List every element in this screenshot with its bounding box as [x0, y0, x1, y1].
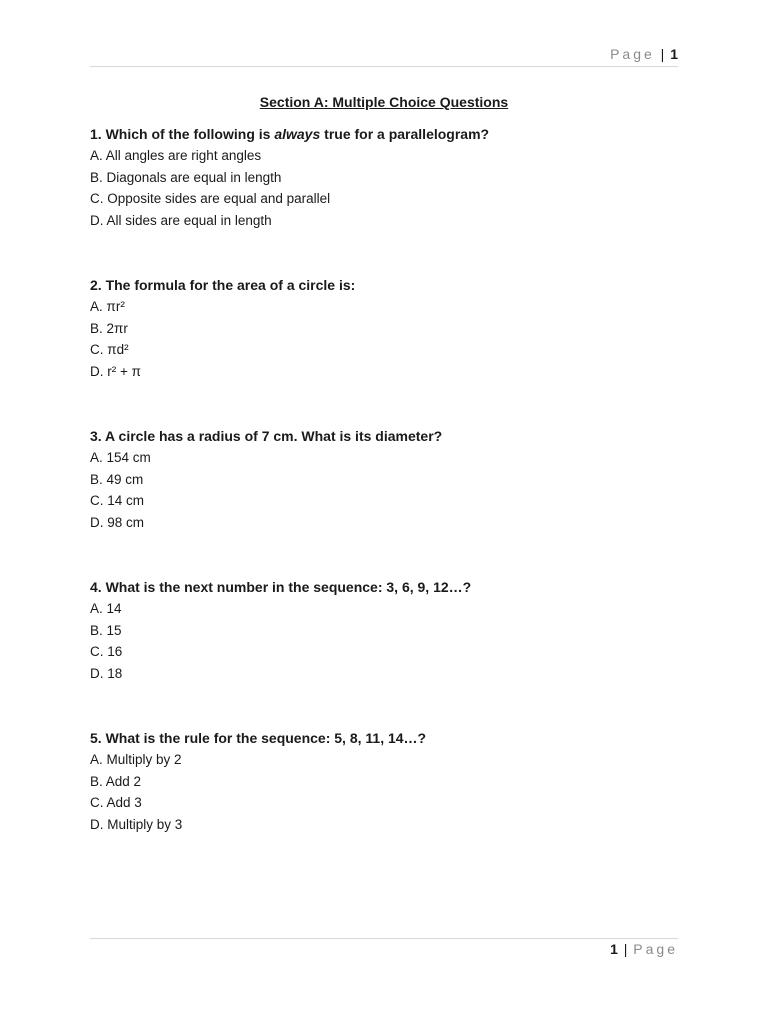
footer-page-label [610, 941, 678, 957]
option-b: B. 49 cm [90, 471, 144, 487]
option-c: C. 16 [90, 644, 123, 660]
option-b: B. Diagonals are equal in length [90, 169, 282, 185]
footer-page-word: Page [633, 941, 678, 957]
option-c: C. 14 cm [90, 493, 145, 509]
option-a: A. πr² [90, 299, 125, 314]
option-d: D. r² + π [90, 364, 141, 380]
header-page-word: Page [610, 46, 655, 62]
question-1 [90, 123, 690, 232]
question-text-start: 1. Which of the following is [90, 126, 275, 142]
option-c: C. πd² [90, 342, 129, 358]
option-a: A. 154 cm [90, 450, 151, 465]
question-4 [90, 576, 690, 685]
option-a: A. All angles are right angles [90, 148, 262, 163]
question-5 [90, 727, 690, 836]
header-page-number: 1 [670, 46, 678, 62]
option-d: D. 98 cm [90, 515, 145, 531]
option-b: B. 2πr [90, 320, 128, 336]
question-text: 4. What is the next number in the sequence: 3, 6, 9, 12…? [90, 579, 472, 595]
question-text: 2. The formula for the area of a circle is: [90, 277, 356, 293]
question-2 [90, 274, 690, 383]
option-a: A. 14 [90, 601, 122, 616]
option-b: B. Add 2 [90, 773, 142, 789]
question-text [90, 123, 690, 145]
question-text: 3. A circle has a radius of 7 cm. What is its diameter? [90, 428, 443, 444]
header-separator: | [660, 46, 665, 62]
question-text-end: true for a parallelogram? [320, 126, 490, 142]
question-text: 5. What is the rule for the sequence: 5, 8, 11, 14…? [90, 730, 427, 746]
page-footer [90, 938, 678, 963]
header-page-label [610, 46, 678, 62]
page-header [90, 44, 678, 67]
footer-separator: | [623, 941, 628, 957]
option-d: D. All sides are equal in length [90, 213, 272, 229]
option-d: D. 18 [90, 666, 123, 682]
section-title: Section A: Multiple Choice Questions [259, 94, 509, 110]
option-c: C. Add 3 [90, 795, 142, 811]
option-c: C. Opposite sides are equal and parallel [90, 191, 331, 207]
option-d: D. Multiply by 3 [90, 817, 183, 833]
option-a: A. Multiply by 2 [90, 752, 182, 767]
footer-page-number: 1 [610, 941, 618, 957]
option-b: B. 15 [90, 622, 122, 638]
question-text-emphasis: always [274, 126, 321, 142]
question-3 [90, 425, 690, 534]
